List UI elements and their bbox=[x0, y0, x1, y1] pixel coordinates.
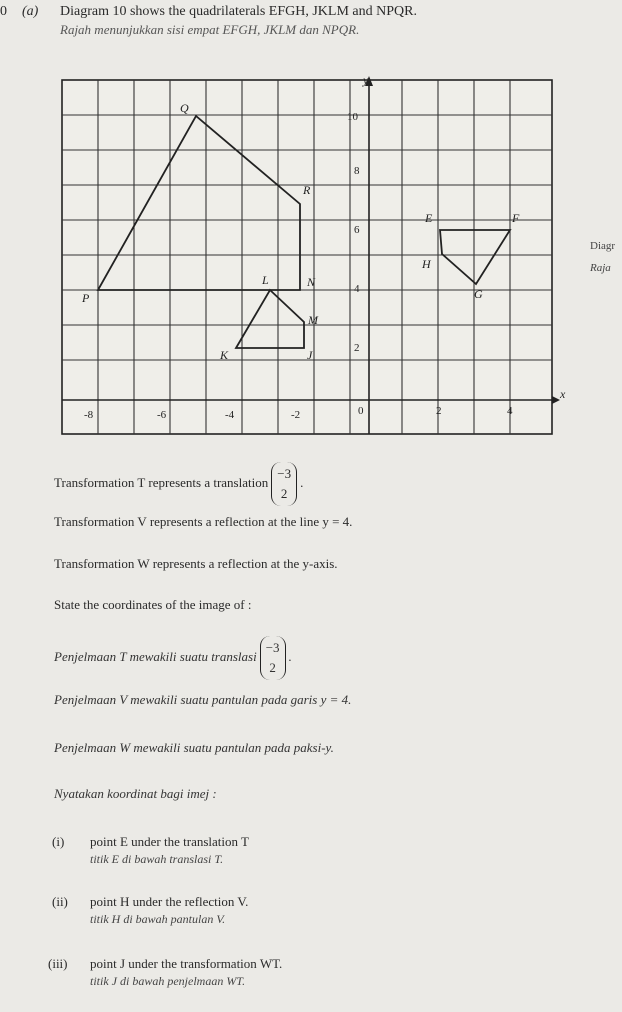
vector-top: −3 bbox=[265, 640, 280, 655]
y-tick-label: 10 bbox=[347, 111, 358, 123]
transformation-v-ms: Penjelmaan V mewakili suatu pantulan pada garis y = 4. bbox=[54, 692, 352, 707]
part-number: (i) bbox=[52, 834, 65, 849]
x-tick-label: 2 bbox=[436, 405, 442, 417]
translation-vector-ms bbox=[260, 636, 286, 680]
coordinate-grid-diagram bbox=[0, 0, 622, 440]
x-tick-label: -2 bbox=[291, 409, 301, 421]
x-tick-label: 0 bbox=[358, 405, 364, 417]
vertex-label-f: F bbox=[512, 211, 520, 225]
transformation-t-en-text: Transformation T represents a translation bbox=[54, 474, 269, 490]
transformation-w-ms: Penjelmaan W mewakili suatu pantulan pada paksi-y. bbox=[54, 740, 334, 755]
vertex-label-j: J bbox=[307, 348, 313, 362]
cutoff-margin-text: Raja bbox=[590, 262, 611, 274]
vertex-label-n: N bbox=[307, 275, 316, 289]
cutoff-margin-text: Diagr bbox=[590, 240, 616, 252]
part-question-en: point E under the translation T bbox=[90, 834, 249, 849]
y-tick-label: 2 bbox=[354, 342, 360, 354]
vertex-label-m: M bbox=[308, 313, 318, 327]
part-question-ms: titik E di bawah translasi T. bbox=[90, 852, 224, 866]
transformation-t-en: Transformation T represents a translation −3 2 . bbox=[54, 462, 303, 506]
y-axis-label: y bbox=[363, 73, 369, 87]
instruction-ms: Nyatakan koordinat bagi imej : bbox=[54, 786, 217, 801]
transformation-w-en: Transformation W represents a reflection at the y-axis. bbox=[54, 556, 338, 571]
transformation-t-ms: Penjelmaan T mewakili suatu translasi −3 2 . bbox=[54, 636, 292, 680]
part-question-en: point H under the reflection V. bbox=[90, 894, 249, 909]
grid-frame bbox=[62, 80, 552, 434]
question-number: 0 bbox=[0, 4, 7, 19]
part-question-ms: titik H di bawah pantulan V. bbox=[90, 912, 226, 926]
transformation-v-en: Transformation V represents a reflection at the line y = 4. bbox=[54, 514, 353, 529]
vertex-label-l: L bbox=[262, 273, 269, 287]
vertex-label-r: R bbox=[303, 183, 311, 197]
part-question-ms: titik J di bawah penjelmaan WT. bbox=[90, 974, 246, 988]
y-tick-label: 8 bbox=[354, 165, 360, 177]
x-axis-label: x bbox=[560, 387, 566, 401]
x-tick-label: -4 bbox=[225, 409, 235, 421]
vertex-label-q: Q bbox=[180, 101, 189, 115]
question-part-label: (a) bbox=[22, 4, 39, 19]
translation-vector bbox=[271, 462, 297, 506]
part-number: (ii) bbox=[52, 894, 68, 909]
x-tick-label: -6 bbox=[157, 409, 167, 421]
x-axis-arrow bbox=[552, 396, 560, 404]
question-intro-ms: Rajah menunjukkan sisi empat EFGH, JKLM dan NPQR. bbox=[60, 22, 360, 37]
vector-bottom: 2 bbox=[269, 660, 276, 675]
vector-bottom: 2 bbox=[280, 486, 288, 501]
vertex-label-p: P bbox=[82, 291, 90, 305]
part-number: (iii) bbox=[48, 956, 68, 971]
y-tick-label: 4 bbox=[354, 283, 360, 295]
x-tick-label: 4 bbox=[507, 405, 513, 417]
vertex-label-h: H bbox=[422, 257, 431, 271]
vertex-label-g: G bbox=[474, 287, 483, 301]
question-intro-en: Diagram 10 shows the quadrilaterals EFGH, JKLM and NPQR. bbox=[60, 4, 417, 19]
vertex-label-e: E bbox=[425, 211, 433, 225]
y-tick-label: 6 bbox=[354, 224, 360, 236]
transformation-t-ms-text: Penjelmaan T mewakili suatu translasi bbox=[54, 648, 257, 664]
vector-top: −3 bbox=[277, 466, 292, 481]
part-question-en: point J under the transformation WT. bbox=[90, 956, 283, 971]
vertex-label-k: K bbox=[220, 348, 229, 362]
x-tick-label: -8 bbox=[84, 409, 94, 421]
instruction-en: State the coordinates of the image of : bbox=[54, 597, 252, 612]
